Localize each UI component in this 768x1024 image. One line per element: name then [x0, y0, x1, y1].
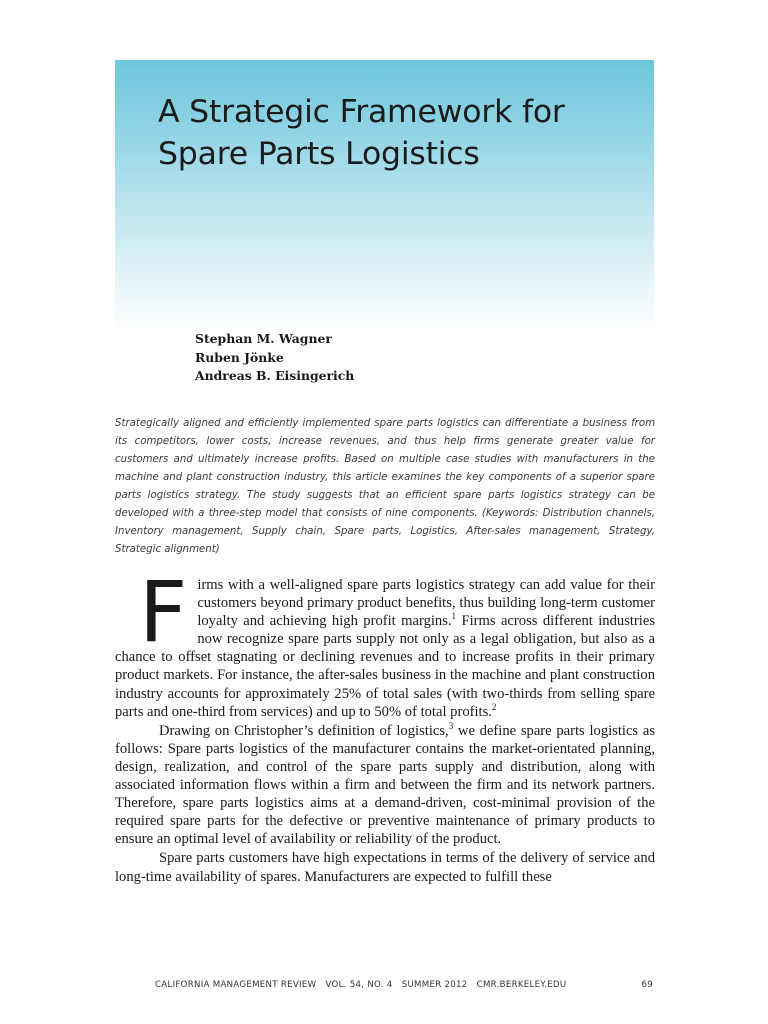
paragraph: Firms with a well-aligned spare parts logistics strategy can add value for their customers beyond primary product benefits, thus building long-term customer loyalty and achieving high profit margins.$^1$ Firms across different industries now recognize spare parts supply not only as a legal obligation, but also as a chance to offset stagnating or declining revenues and to increase profits in their primary product markets. For instance, the after-sales business in the machine and plant construction industry accounts for approximately 25% of total sales (with two-thirds from selling spare parts and one-third from services) and up to 50% of total profits.$^2$ — [115, 563, 655, 720]
footnote-ref: 1 — [451, 611, 457, 622]
author-name: Stephan M. Wagner — [195, 331, 332, 346]
author-name: Andreas B. Eisingerich — [195, 368, 355, 383]
footnote-ref: 2 — [491, 701, 497, 712]
paragraph: Drawing on Christopher’s definition of logistics,$^3$ we define spare parts logistics as follows: Spare parts logistics of the manufacturer contains the market-orientated planning, design, realization, and control of the spare parts supply and distribution, along with associated information flows within a firm and between the firm and its network partners. Therefore, spare parts logistics aims at a demand-driven, cost-minimal provision of the required spare parts for the defective or preventive maintenance of primary products to ensure an optimal level of availability or reliability of the product. — [115, 720, 655, 848]
footnote-ref: 3 — [448, 720, 454, 731]
title-line-2: Spare Parts Logistics — [158, 136, 480, 172]
article-title — [158, 91, 638, 175]
paragraph: Spare parts customers have high expectations in terms of the delivery of service and long-time availability of spares. Manufacturers are expected to fulfill these — [115, 850, 655, 885]
title-line-1: A Strategic Framework for — [158, 94, 565, 130]
author-name: Ruben Jönke — [195, 349, 284, 365]
drop-cap: F — [139, 563, 188, 661]
page-number: 69 — [641, 980, 653, 990]
article-body — [115, 563, 655, 886]
abstract: Strategically aligned and efficiently implemented spare parts logistics can differentiate a business from its competitors, lower costs, increase revenues, and thus help firms generate greater value for customers and ultimately increase profits. Based on multiple case studies with manufacturers in the machine and plant construction industry, this article examines the key components of a superior spare parts logistics strategy. The study suggests that an efficient spare parts logistics strategy can be developed with a three-step model that consists of nine components. (Keywords: Distribution channels, Inventory management, Supply chain, Spare parts, Logistics, After-sales management, Strategy, Strategic alignment) — [115, 418, 655, 555]
author-list — [195, 330, 354, 386]
journal-info: CALIFORNIA MANAGEMENT REVIEW VOL. 54, NO. 4 SUMMER 2012 CMR.BERKELEY.EDU — [155, 980, 567, 990]
